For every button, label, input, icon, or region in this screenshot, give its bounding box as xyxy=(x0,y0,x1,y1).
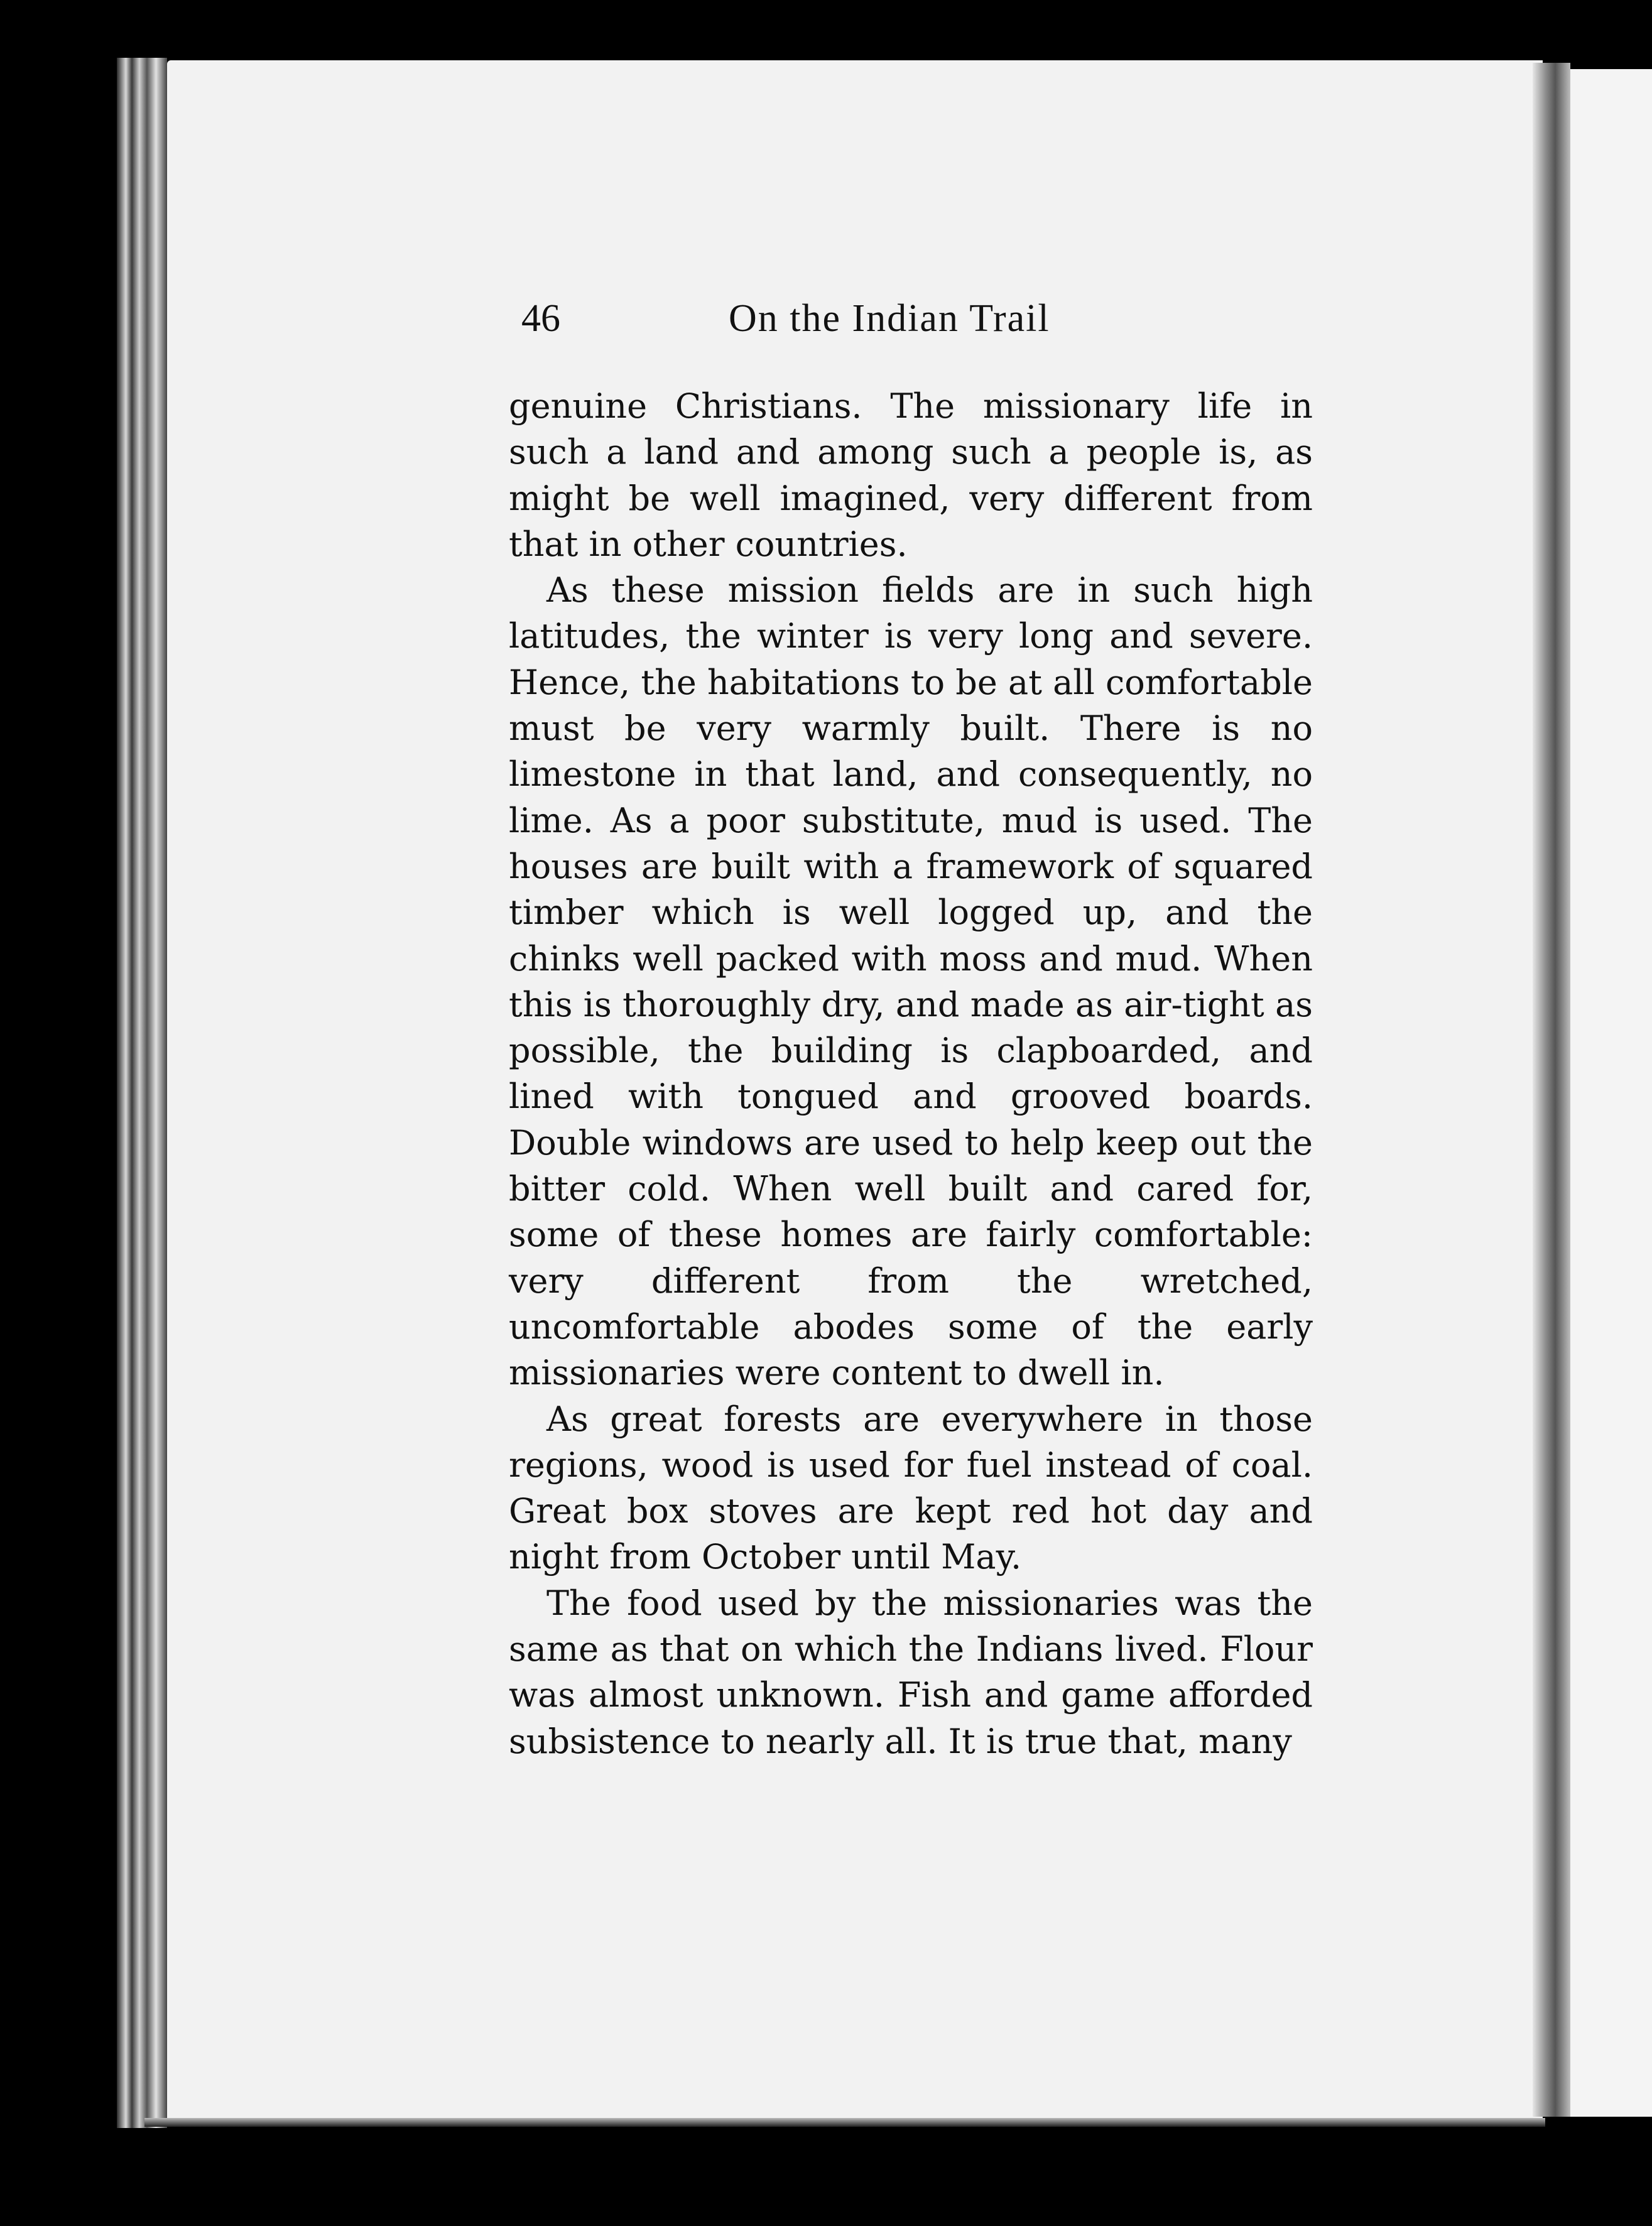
book-binding xyxy=(117,58,167,2128)
paragraph-4: The food used by the missionaries was the same as that on which the Indians lived. Flour was almost unknown. Fish and game afforded subsistence to nearly all. It is true that, many xyxy=(509,1583,1313,1761)
facing-page-edge xyxy=(1570,69,1652,2117)
running-head xyxy=(521,290,1313,347)
body-text xyxy=(509,383,1313,1764)
page-gutter-shadow xyxy=(1533,63,1570,2117)
page-bottom-edge xyxy=(144,2118,1545,2127)
paragraph-2: As these mission fields are in such high latitudes, the winter is very long and severe. Hence, the habitations to be at all comfortable must be very warmly built. There is no limestone in that land, and consequently, no lime. As a poor substitute, mud is used. The houses are built with a framework of squared timber which is well logged up, and the chinks well packed with moss and mud. When this is thoroughly dry, and made as air-tight as possible, the building is clapboarded, and lined with tongued and grooved boards. Double windows are used to help keep out the bitter cold. When well built and cared for, some of these homes are fairly comfortable: very different from the wretched, uncomfortable abodes some of the early missionaries were content to dwell in. xyxy=(509,570,1313,1393)
running-title: On the Indian Trail xyxy=(729,297,1050,340)
page-number: 46 xyxy=(521,297,560,340)
paragraph-1: genuine Christians. The missionary life in such a land and among such a people is, as might be well imagined, very different from that in other countries. xyxy=(509,386,1313,564)
paragraph-3: As great forests are everywhere in those regions, wood is used for fuel instead of coal. Great box stoves are kept red hot day and night from October until May. xyxy=(509,1399,1313,1577)
